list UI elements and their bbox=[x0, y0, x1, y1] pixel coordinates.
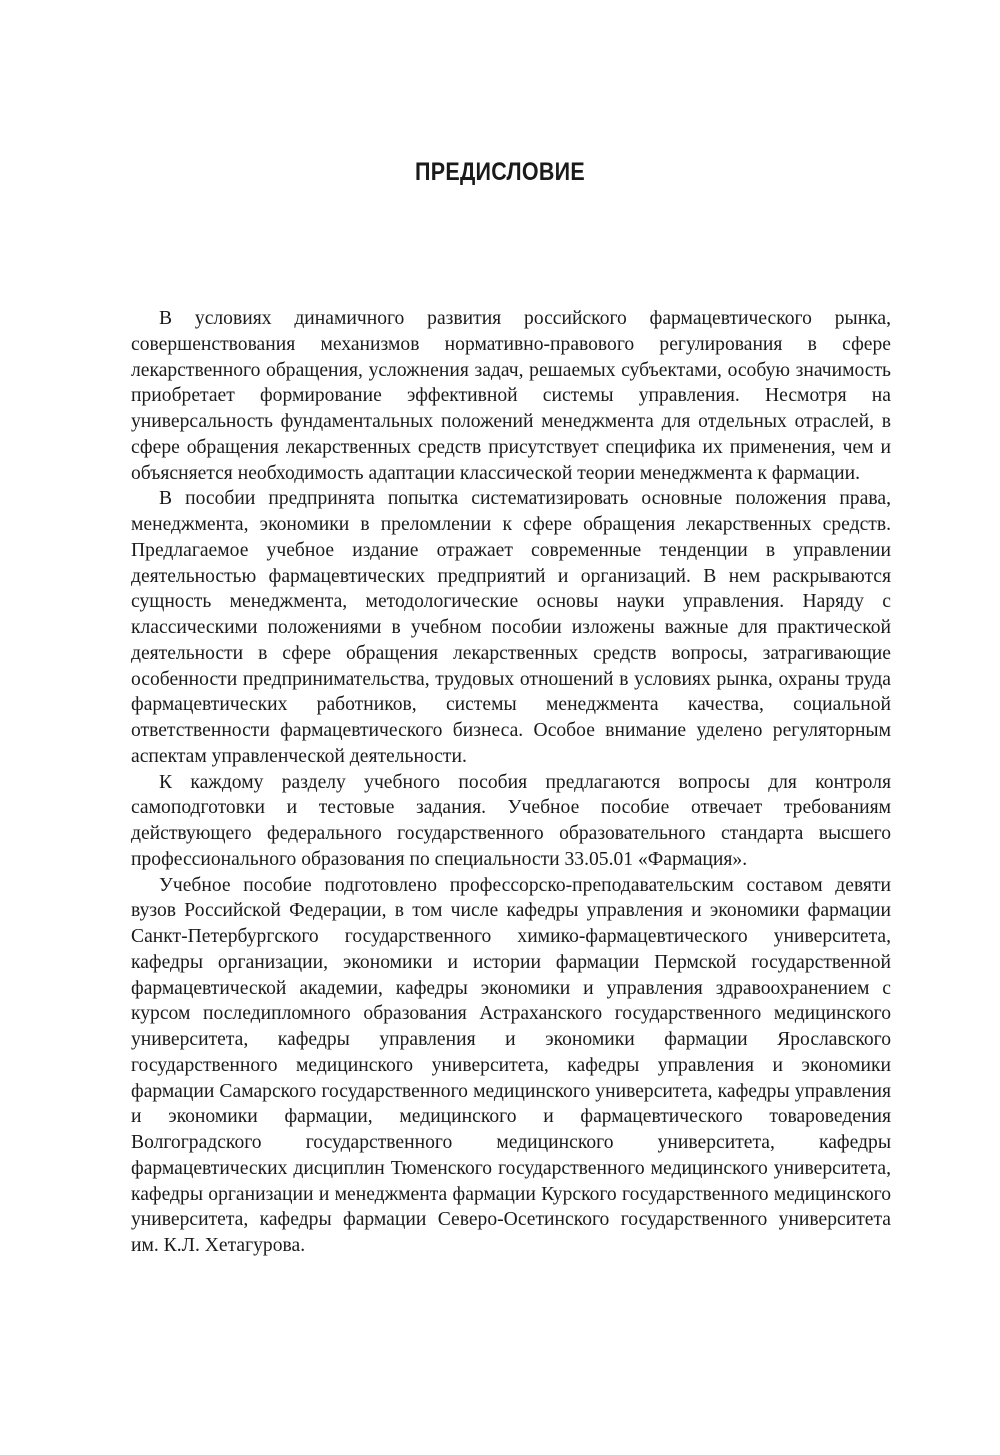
preface-body bbox=[131, 306, 891, 1259]
paragraph-1: В условиях динамичного развития российского фармацевтического рынка, совершенствования механизмов нормативно-правового регулирования в сфере лекарственного обращения, усложнения задач, решаемых субъектами, особую значимость приобретает формирование эффективной системы управления. Несмотря на универсальность фундаментальных положений менеджмента для отдельных отраслей, в сфере обращения лекарственных средств присутствует специфика их применения, чем и объясняется необходимость адаптации классической теории менеджмента к фармации. bbox=[131, 308, 891, 484]
paragraph-4: Учебное пособие подготовлено профессорско-преподавательским составом девяти вузов Российской Федерации, в том числе кафедры управления и экономики фармации Санкт-Петербургского государственного химико-фармацевтического университета, кафедры организации, экономики и истории фармации Пермской государственной фармацевтической академии, кафедры экономики и управления здравоохранением с курсом последипломного образования Астраханского государственного медицинского университета, кафедры управления и экономики фармации Ярославского государственного медицинского университета, кафедры управления и экономики фармации Самарского государственного медицинского университета, кафедры управления и экономики фармации, медицинского и фармацевтического товароведения Волгоградского государственного медицинского университета, кафедры фармацевтических дисциплин Тюменского государственного медицинского университета, кафедры организации и менеджмента фармации Курского государственного медицинского университета, кафедры фармации Северо-Осетинского государственного университета им. К.Л. Хетагурова. bbox=[131, 874, 891, 1256]
page-title: ПРЕДИСЛОВИЕ bbox=[415, 158, 585, 186]
paragraph-3: К каждому разделу учебного пособия предлагаются вопросы для контроля самоподготовки и тестовые задания. Учебное пособие отвечает требованиям действующего федерального государственного образовательного стандарта высшего профессионального образования по специальности 33.05.01 «Фармация». bbox=[131, 771, 891, 870]
paragraph-2: В пособии предпринята попытка систематизировать основные положения права, менеджмента, экономики в преломлении к сфере обращения лекарственных средств. Предлагаемое учебное издание отражает современные тенденции в управлении деятельностью фармацевтических предприятий и организаций. В нем раскрываются сущность менеджмента, методологические основы науки управления. Наряду с классическими положениями в учебном пособии изложены важные для практической деятельности в сфере обращения лекарственных средств вопросы, затрагивающие особенности предпринимательства, трудовых отношений в условиях рынка, охраны труда фармацевтических работников, системы менеджмента качества, социальной ответственности фармацевтического бизнеса. Особое внимание уделено регуляторным аспектам управленческой деятельности. bbox=[131, 488, 891, 767]
